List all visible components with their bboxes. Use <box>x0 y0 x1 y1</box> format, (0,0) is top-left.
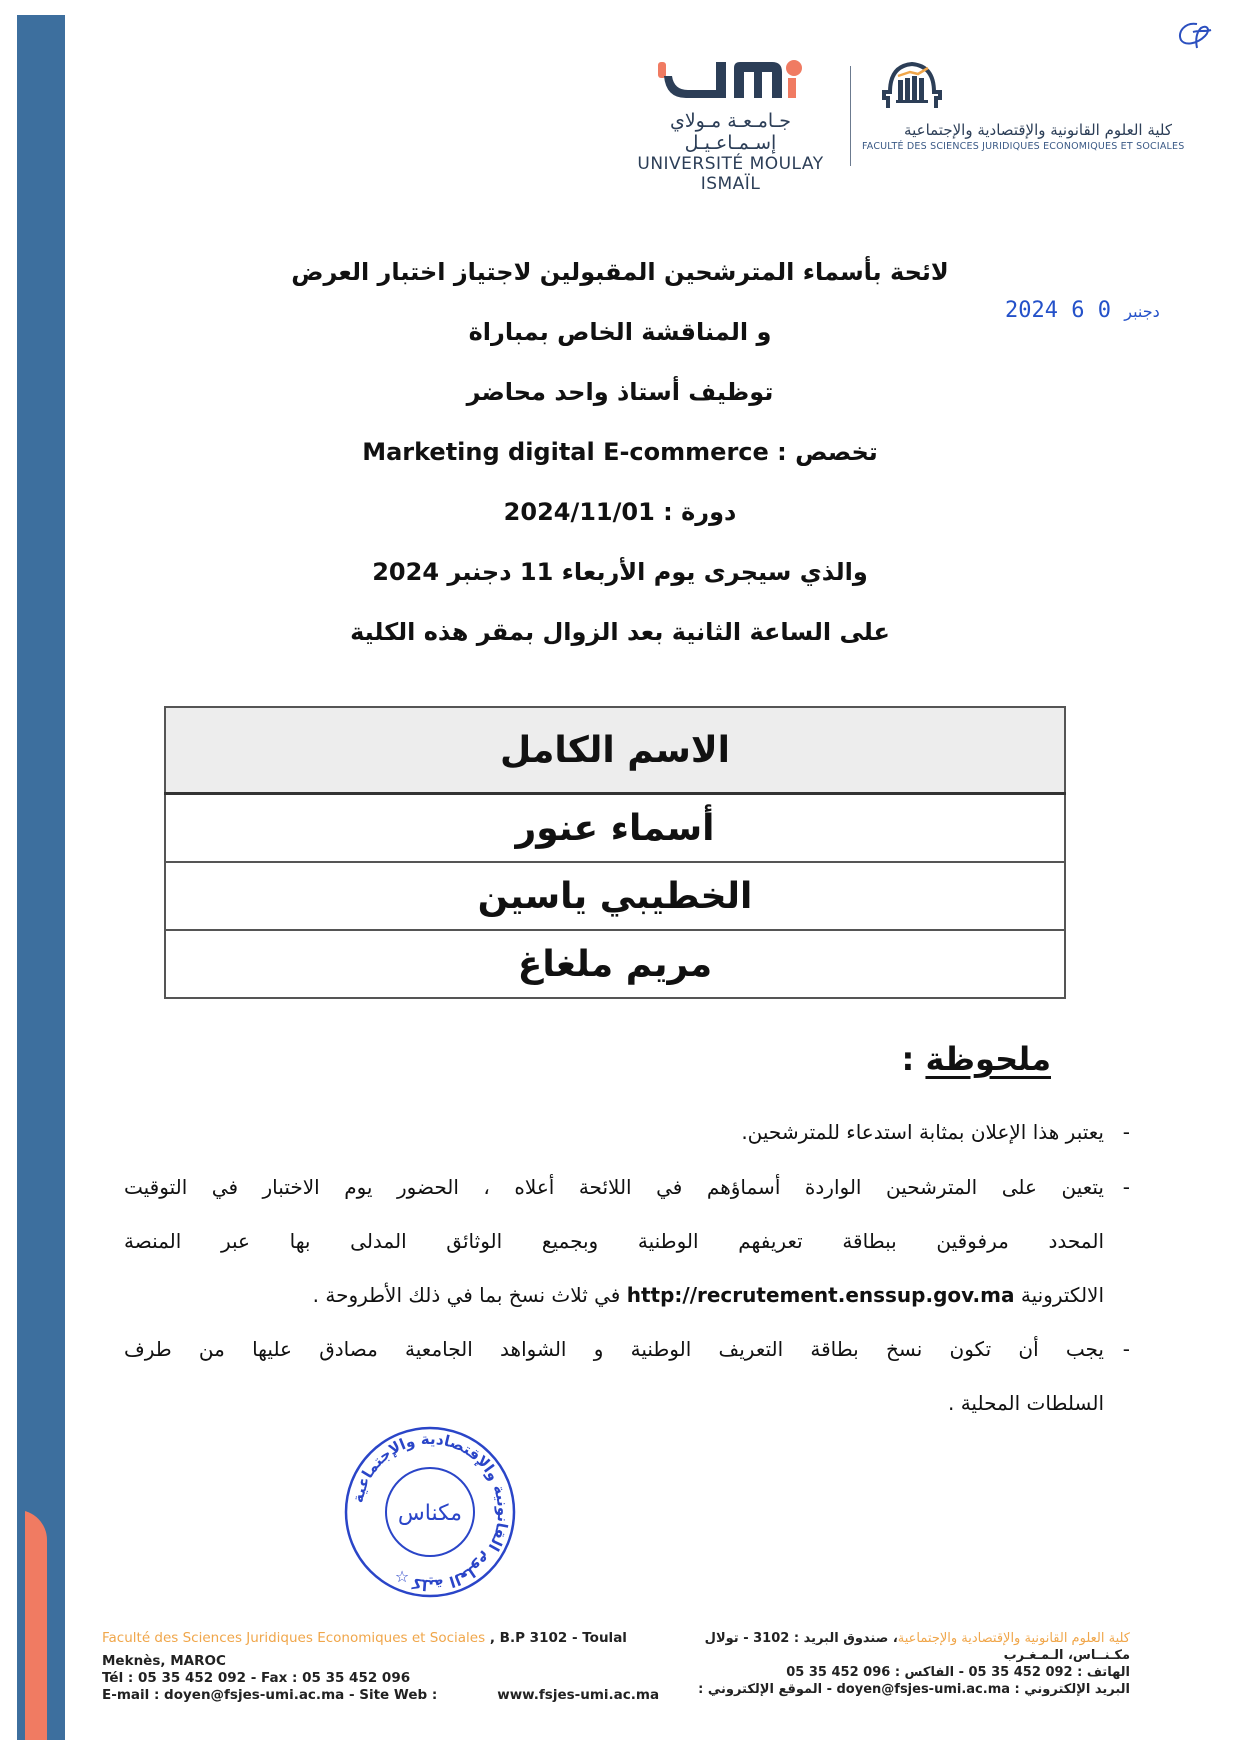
session-line: دورة : 2024/11/01 <box>503 498 737 526</box>
bullet-dash: - <box>1122 1337 1130 1361</box>
candidate-name: أسماء عنور <box>165 794 1065 863</box>
notes-heading-text: ملحوظة <box>925 1040 1051 1078</box>
faculty-logo <box>862 58 1185 168</box>
side-stripe-edge <box>17 1510 25 1740</box>
side-stripe-decoration <box>17 15 65 1740</box>
note-item-2 <box>124 1175 1130 1199</box>
footer-address-2-ar: مكـنــاس، الـمـغـرب <box>1003 1648 1130 1663</box>
note-item-2-cont <box>124 1229 1104 1253</box>
footer-org-arabic: كلية العلوم القانونية والإقتصادية والإجتماعية <box>897 1631 1130 1646</box>
university-name-french: UNIVERSITÉ MOULAY ISMAÏL <box>637 154 824 194</box>
footer-website-link[interactable]: www.fsjes-umi.ac.ma <box>497 1687 660 1703</box>
recruitment-platform-link[interactable]: http://recrutement.enssup.gov.ma <box>626 1283 1015 1307</box>
faculty-building-icon <box>882 58 942 110</box>
footer-org-french: Faculté des Sciences Juridiques Economiques et Sociales <box>102 1630 486 1646</box>
note-text: يتعين على المترشحين الواردة أسماؤهم في اللائحة أعلاه ، الحضور يوم الاختبار في التوقيت <box>124 1175 1104 1199</box>
exam-time-line: على الساعة الثانية بعد الزوال بمقر هذه الكلية <box>350 618 890 646</box>
note-text: المحدد مرفوقين ببطاقة تعريفهم الوطنية وبجميع الوثائق المدلى بها عبر المنصة <box>124 1229 1104 1253</box>
header-divider <box>850 66 851 166</box>
bullet-dash: - <box>1122 1120 1130 1144</box>
table-header-full-name: الاسم الكامل <box>165 707 1065 794</box>
notes-heading <box>902 1040 1051 1078</box>
title-line-2: و المناقشة الخاص بمباراة <box>468 318 772 346</box>
faculty-name-arabic: كلية العلوم القانونية والإقتصادية والإجتماعية <box>904 121 1172 139</box>
note-item-2-cont-url <box>124 1283 1104 1307</box>
footer-address-2: Meknès, MAROC <box>102 1653 226 1669</box>
table-row <box>165 862 1065 930</box>
footer-phone: Tél : 05 35 452 092 - Fax : 05 35 452 096 <box>102 1670 411 1686</box>
footer-arabic <box>690 1630 1130 1698</box>
specialty-line: تخصص : Marketing digital E-commerce <box>362 438 878 466</box>
candidate-name: مريم ملغاغ <box>165 930 1065 998</box>
title-line-1: لائحة بأسماء المترشحين المقبولين لاجتياز اختبار العرض <box>291 258 949 286</box>
umi-logo-mark-icon <box>656 58 806 104</box>
notes-heading-colon: : <box>901 1040 926 1078</box>
note-item-3 <box>124 1337 1130 1361</box>
date-stamp-day: 0 6 <box>1071 298 1111 323</box>
note-text: السلطات المحلية . <box>947 1391 1104 1415</box>
footer-address-1: , B.P 3102 - Toulal <box>489 1630 627 1646</box>
seal-ring-path: كلية العلوم القانونية والإقتصادية والإجتماعية <box>348 1429 513 1595</box>
note-text: يعتبر هذا الإعلان بمثابة استدعاء للمترشحين. <box>741 1120 1104 1144</box>
table-header-row <box>165 707 1065 794</box>
official-seal <box>340 1422 520 1602</box>
seal-star-icon: ☆ <box>394 1567 410 1586</box>
title-line-3: توظيف أستاذ واحد محاضر <box>466 378 774 406</box>
date-stamp <box>1005 298 1160 323</box>
date-stamp-month: دجنبر <box>1124 302 1160 321</box>
bullet-dash: - <box>1122 1175 1130 1199</box>
seal-center-text: مكناس <box>397 1501 463 1526</box>
table-row <box>165 794 1065 863</box>
candidate-name: الخطيبي ياسين <box>165 862 1065 930</box>
date-stamp-year: 2024 <box>1005 298 1058 323</box>
exam-date-line: والذي سيجرى يوم الأربعاء 11 دجنبر 2024 <box>372 558 868 586</box>
university-name-arabic: جـامـعـة مـولاي إسـمـاعـيـل <box>669 110 792 154</box>
footer-email-ar: البريد الإلكتروني : doyen@fsjes-umi.ac.ma - الموقع الإلكتروني : <box>698 1682 1130 1697</box>
university-logo <box>628 58 833 194</box>
candidates-table <box>164 706 1066 999</box>
note-item-3-cont <box>124 1391 1104 1415</box>
footer-address-1-ar: ، صندوق البريد : 3102 - تولال <box>704 1631 898 1646</box>
note-text: يجب أن تكون نسخ بطاقة التعريف الوطنية و الشواهد الجامعية مصادق عليها من طرف <box>124 1337 1104 1361</box>
faculty-name-french: FACULTÉ DES SCIENCES JURIDIQUES ECONOMIQUES ET SOCIALES <box>862 141 1185 152</box>
footer-email: E-mail : doyen@fsjes-umi.ac.ma - Site Web : <box>102 1687 438 1703</box>
handwritten-initials-icon <box>1175 18 1215 60</box>
table-row <box>165 930 1065 998</box>
note-text: في ثلاث نسخ بما في ذلك الأطروحة . <box>312 1283 621 1307</box>
footer-phone-ar: الهاتف : 092 452 35 05 - الفاكس : 096 452 35 05 <box>786 1665 1130 1680</box>
footer-french <box>102 1630 682 1704</box>
note-text: الالكترونية <box>1020 1283 1104 1307</box>
note-item-1 <box>124 1120 1130 1144</box>
